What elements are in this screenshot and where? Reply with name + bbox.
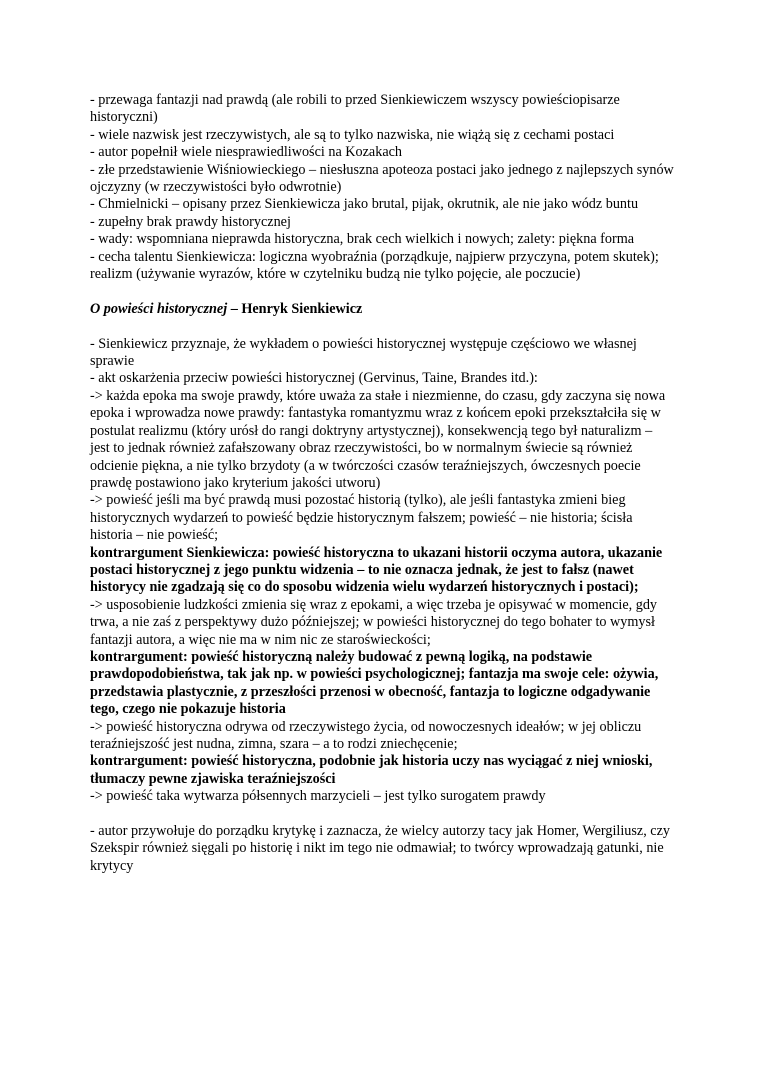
counterargument: kontrargument Sienkiewicza: powieść historyczna to ukazani historii oczyma autora, ukazanie postaci historycznej z jego punktu widzenia – to nie oznacza jednak, że jest to fałsz (nawet historycy nie zgadzają się co do sposobu widzenia wielu wydarzeń historycznych i postaci); (90, 544, 663, 596)
essay-body (90, 336, 675, 806)
paragraph: -> każda epoka ma swoje prawdy, które uważa za stałe i niezmienne, do czasu, gdy zaczyna się nowa epoka i wprowadza nowe prawdy: fantastyka romantyzmu wraz z końcem epoki przekształciła się w postulat realizmu (który urósł do rangi doktryny artystycznej), konsekwencją tego był naturalizm – jest to jednak również zafałszowany obraz rzeczywistości, bo w normalnym świecie są również odcienie piękna, a nie tylko brzydoty (a w twórczości czasów teraźniejszych, ówczesnych poecie prawdę postawiono jako kryterium jakości utworu) (90, 387, 666, 491)
paragraph: - autor przywołuje do porządku krytykę i zaznacza, że wielcy autorzy tacy jak Homer, Wergiliusz, czy Szekspir również sięgali po historię i nikt im tego nie odmawiał; to twórcy wprowadzają gatunki, nie krytycy (90, 823, 670, 874)
counterargument: kontrargument: powieść historyczna, podobnie jak historia uczy nas wyciągać z niej wnioski, tłumaczy pewne zjawiska teraźniejszości (90, 753, 653, 787)
list-item: - wady: wspomniana nieprawda historyczna, brak cech wielkich i nowych; zalety: piękna forma (90, 231, 635, 248)
spacer (90, 318, 675, 335)
section-heading (90, 301, 675, 318)
paragraph: -> powieść taka wytwarza półsennych marzycieli – jest tylko surogatem prawdy (90, 788, 546, 805)
heading-title: O powieści historycznej (90, 300, 228, 317)
spacer (90, 283, 675, 300)
document-page (90, 92, 675, 875)
critique-list (90, 92, 675, 283)
counterargument: kontrargument: powieść historyczną należy budować z pewną logiką, na podstawie prawdopodobieństwa, tak jak np. w powieści psychologicznej; fantazja ma swoje cele: ożywia, przedstawia plastycznie, z przeszłości przenosi w obecność, fantazja to logiczne odgadywanie tego, czego nie pokazuje historia (90, 648, 659, 718)
list-item: - Chmielnicki – opisany przez Sienkiewicza jako brutal, pijak, okrutnik, ale nie jako wódz buntu (90, 196, 639, 213)
list-item: - złe przedstawienie Wiśniowieckiego – niesłuszna apoteoza postaci jako jednego z najlepszych synów ojczyzny (w rzeczywistości było odwrotnie) (90, 161, 674, 196)
list-item: - przewaga fantazji nad prawdą (ale robili to przed Sienkiewiczem wszyscy powieściopisarze historyczni) (90, 92, 620, 126)
paragraph: - akt oskarżenia przeciw powieści historycznej (Gervinus, Taine, Brandes itd.): (90, 370, 538, 387)
list-item: - cecha talentu Sienkiewicza: logiczna wyobraźnia (porządkuje, najpierw przyczyna, potem skutek); realizm (używanie wyrazów, które w czytelniku budzą nie tylko pojęcie, ale poczucie) (90, 248, 659, 283)
heading-author: – Henryk Sienkiewicz (227, 300, 363, 317)
list-item: - wiele nazwisk jest rzeczywistych, ale są to tylko nazwiska, nie wiążą się z cechami postaci (90, 126, 615, 143)
list-item: - zupełny brak prawdy historycznej (90, 213, 291, 230)
list-item: - autor popełnił wiele niesprawiedliwości na Kozakach (90, 144, 403, 161)
paragraph: -> usposobienie ludzkości zmienia się wraz z epokami, a więc trzeba je opisywać w momencie, gdy trwa, a nie zaś z perspektywy dużo późniejszej; w powieści historycznej do tego bohater to wymysł fantazji autora, a więc nie ma w nim nic ze staroświeckości; (90, 596, 658, 648)
spacer (90, 806, 675, 823)
paragraph: - Sienkiewicz przyznaje, że wykładem o powieści historycznej występuje częściowo we własnej sprawie (90, 335, 637, 370)
paragraph: -> powieść jeśli ma być prawdą musi pozostać historią (tylko), ale jeśli fantastyka zmieni bieg historycznych wydarzeń to powieść będzie historycznym fałszem; powieść – nie historia; ścisła historia – nie powieść; (90, 492, 633, 544)
paragraph: -> powieść historyczna odrywa od rzeczywistego życia, od nowoczesnych ideałów; w jej obliczu teraźniejszość jest nudna, zimna, szara – a to rodzi zniechęcenie; (90, 718, 642, 752)
